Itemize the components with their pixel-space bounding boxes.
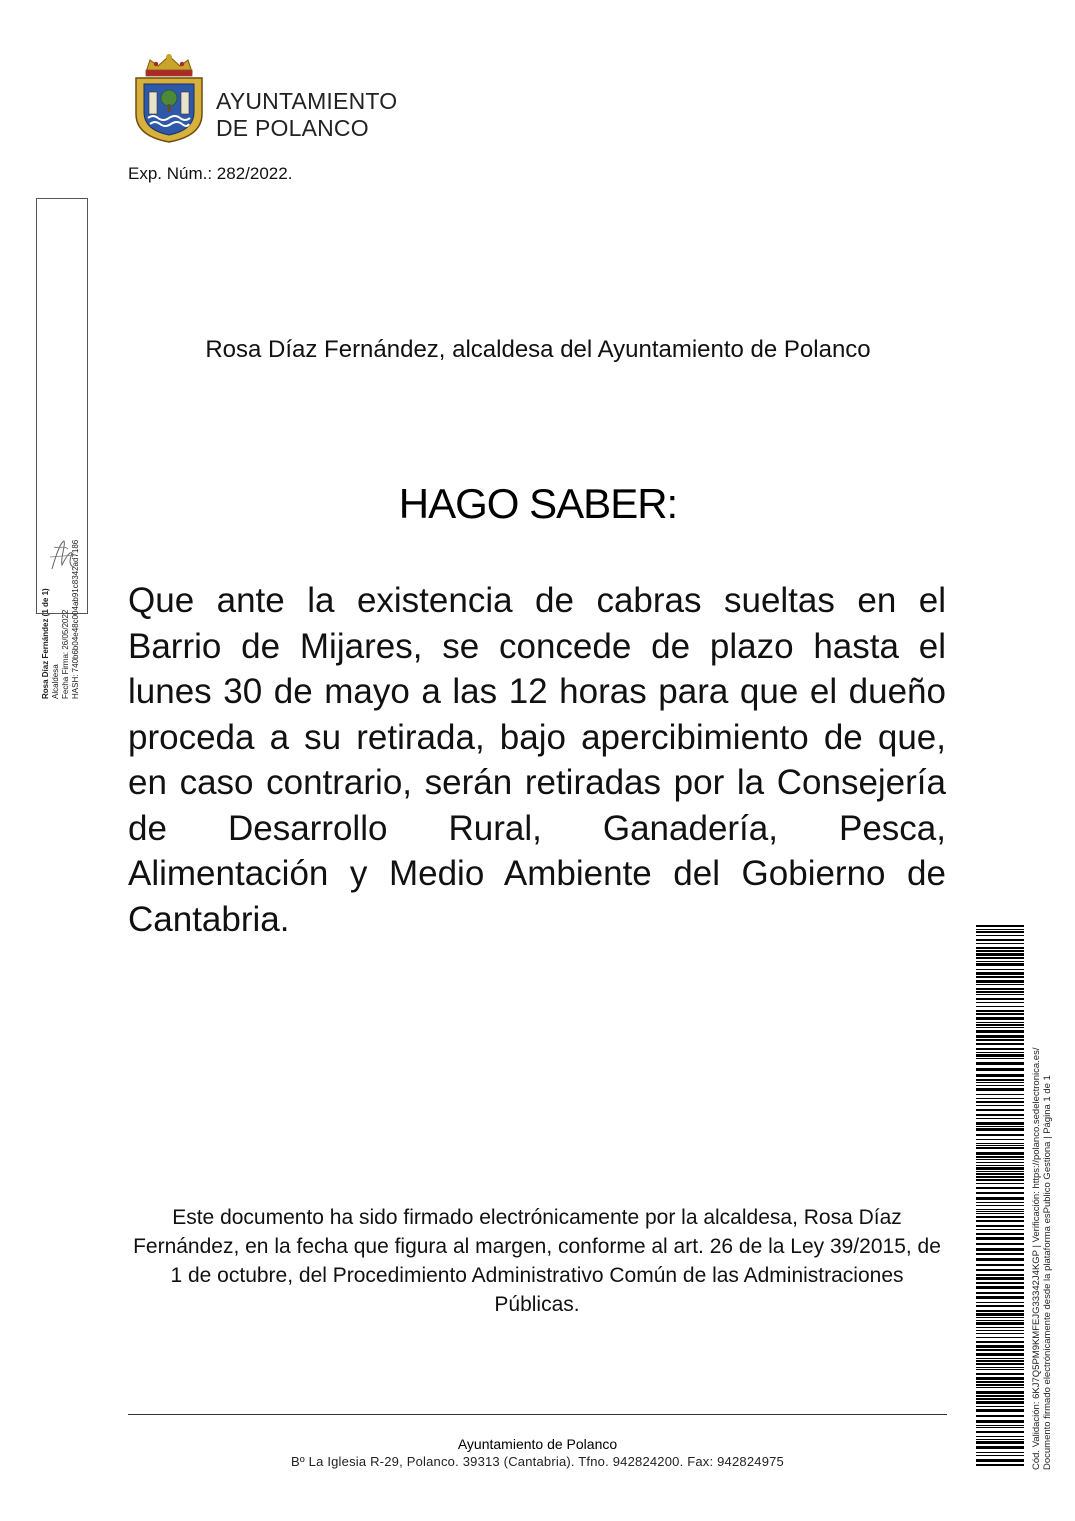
barcode-bar	[976, 1035, 1024, 1038]
announcement-body: Que ante la existencia de cabras sueltas en el Barrio de Mijares, se concede de plazo hasta el lunes 30 de mayo a las 12 horas para que el dueño proceda a su retirada, bajo apercibimiento de que, en caso contrario, serán retiradas por la Consejería de Desarrollo Rural, Ganadería, Pesca, Alimentación y Medio Ambiente del Gobierno de Cantabria.	[128, 581, 946, 939]
organization-name-line2: DE POLANCO	[216, 115, 369, 141]
barcode-bar	[976, 1436, 1024, 1437]
barcode-bar	[976, 1330, 1024, 1331]
barcode-bar	[976, 1360, 1024, 1362]
barcode-bar	[976, 943, 1024, 944]
handwritten-signature-icon	[46, 535, 80, 575]
barcode-bar	[976, 1384, 1024, 1386]
barcode-bar	[976, 1431, 1024, 1433]
barcode-bar	[976, 1345, 1024, 1348]
barcode-bar	[976, 991, 1024, 993]
barcode-bar	[976, 980, 1024, 983]
footer-divider	[128, 1414, 947, 1415]
barcode-bar	[976, 1220, 1024, 1222]
barcode-bar	[976, 1211, 1024, 1212]
barcode-bar	[976, 947, 1024, 949]
barcode-bar	[976, 1152, 1024, 1155]
barcode-bar	[976, 1128, 1024, 1131]
barcode-bar	[976, 1446, 1024, 1449]
footer-address: Bº La Iglesia R-29, Polanco. 39313 (Cantabria). Tfno. 942824200. Fax: 942824975	[291, 1454, 784, 1469]
barcode-bar	[976, 1006, 1024, 1007]
barcode-bar	[976, 1459, 1024, 1462]
footer-organization: Ayuntamiento de Polanco	[457, 1436, 618, 1452]
barcode-bar	[976, 1253, 1024, 1255]
barcode-bar	[976, 1156, 1024, 1158]
barcode-bar	[976, 1183, 1024, 1184]
barcode-bar	[976, 1277, 1024, 1280]
barcode-bar	[976, 1358, 1024, 1359]
barcode-bar	[976, 1109, 1024, 1111]
barcode-bar	[976, 1197, 1024, 1200]
barcode-bar	[976, 1377, 1024, 1380]
barcode-bar	[976, 1058, 1024, 1059]
barcode-bar	[976, 976, 1024, 978]
barcode-bar	[976, 957, 1024, 959]
barcode-bar	[976, 1243, 1024, 1245]
barcode-bar	[976, 1406, 1024, 1407]
barcode-bar	[976, 1373, 1024, 1375]
barcode-bar	[976, 1427, 1024, 1428]
barcode-bar	[976, 1159, 1024, 1160]
barcode-bar	[976, 1391, 1024, 1394]
barcode-bar	[976, 950, 1024, 952]
barcode-icon	[976, 925, 1024, 1468]
barcode-bar	[976, 935, 1024, 936]
barcode-bar	[976, 1337, 1024, 1338]
barcode-bar	[976, 1101, 1024, 1103]
barcode-bar	[976, 1258, 1024, 1261]
verification-line1: Cód. Validación: 6KJ7Q5PM9KMFEJG33342J4KGP | Verificación: https://polanco.sedelectronica.es/	[1031, 1047, 1042, 1470]
barcode-bar	[976, 1464, 1024, 1466]
barcode-bar	[976, 1369, 1024, 1370]
barcode-bar	[976, 1229, 1024, 1230]
barcode-bar	[976, 1062, 1024, 1065]
barcode-bar	[976, 1173, 1024, 1175]
electronic-signature-note: Este documento ha sido firmado electrónicamente por la alcaldesa, Rosa Díaz Fernández, en la fecha que figura al margen, conforme al art. 26 de la Ley 39/2015, de 1 de octubre, del Procedimiento Administrativo Común de las Administraciones Públicas.	[133, 1206, 941, 1316]
barcode-bar	[976, 1269, 1024, 1271]
barcode-bar	[976, 1452, 1024, 1453]
barcode-bar	[976, 1302, 1024, 1303]
barcode-bar	[976, 931, 1024, 933]
barcode-bar	[976, 925, 1024, 927]
barcode-bar	[976, 1317, 1024, 1318]
barcode-bar	[976, 1401, 1024, 1404]
barcode-bar	[976, 1039, 1024, 1041]
barcode-bar	[976, 1171, 1024, 1172]
verification-line2: Documento firmado electrónicamente desde la plataforma esPublico Gestiona | Página 1 de 1	[1042, 1075, 1053, 1470]
barcode-bar	[976, 1167, 1024, 1170]
barcode-bar	[976, 1264, 1024, 1266]
barcode-bar	[976, 1225, 1024, 1227]
signature-date: Fecha Firma: 26/05/2022	[61, 609, 70, 699]
barcode-bar	[976, 1027, 1024, 1028]
barcode-bar	[976, 1367, 1024, 1368]
page-title: HAGO SABER:	[398, 480, 678, 527]
barcode-bar	[976, 1205, 1024, 1206]
barcode-bar	[976, 1134, 1024, 1136]
barcode-bar	[976, 1213, 1024, 1214]
barcode-bar	[976, 1098, 1024, 1099]
barcode-bar	[976, 1068, 1024, 1071]
barcode-bar	[976, 1333, 1024, 1334]
barcode-bar	[976, 1048, 1024, 1050]
barcode-bar	[976, 1455, 1024, 1456]
barcode-bar	[976, 1030, 1024, 1033]
barcode-bar	[976, 1052, 1024, 1053]
barcode-bar	[976, 1145, 1024, 1146]
barcode-bar	[976, 972, 1024, 975]
barcode-bar	[976, 998, 1024, 1000]
barcode-bar	[976, 1415, 1024, 1417]
signature-name: Rosa Díaz Fernández (1 de 1)	[41, 588, 50, 699]
barcode-bar	[976, 1441, 1024, 1444]
barcode-bar	[976, 1363, 1024, 1365]
barcode-bar	[976, 1313, 1024, 1316]
barcode-bar	[976, 939, 1024, 941]
barcode-bar	[976, 988, 1024, 990]
barcode-bar	[976, 1327, 1024, 1328]
signature-role: Alcaldesa	[51, 664, 60, 699]
barcode-bar	[976, 1248, 1024, 1251]
barcode-bar	[976, 1085, 1024, 1086]
signature-box	[36, 198, 88, 699]
barcode-bar	[976, 1420, 1024, 1423]
barcode-bar	[976, 1187, 1024, 1189]
barcode-bar	[976, 1192, 1024, 1194]
barcode-bar	[976, 1216, 1024, 1218]
barcode-bar	[976, 1043, 1024, 1045]
barcode-bar	[976, 1286, 1024, 1289]
barcode-bar	[976, 963, 1024, 966]
barcode-bar	[976, 1395, 1024, 1397]
barcode-bar	[976, 1409, 1024, 1412]
barcode-bar	[976, 1002, 1024, 1003]
barcode-bar	[976, 1176, 1024, 1178]
barcode-bar	[976, 969, 1024, 970]
barcode-bar	[976, 1439, 1024, 1440]
barcode-bar	[976, 1126, 1024, 1127]
verification-text	[1031, 970, 1053, 1470]
barcode-bar	[976, 1310, 1024, 1312]
signature-hash: HASH: 740b6b04e48c004ab91c8342ad7186	[71, 539, 80, 699]
barcode-bar	[976, 1398, 1024, 1400]
barcode-bar	[976, 1322, 1024, 1325]
barcode-bar	[976, 1139, 1024, 1140]
organization-name-line1: AYUNTAMIENTO	[216, 88, 398, 114]
barcode-bar	[976, 1074, 1024, 1077]
barcode-bar	[976, 1143, 1024, 1144]
barcode-bar	[976, 1425, 1024, 1426]
expediente-number: Exp. Núm.: 282/2022.	[128, 164, 293, 183]
barcode-bar	[976, 1082, 1024, 1083]
mayor-line: Rosa Díaz Fernández, alcaldesa del Ayuntamiento de Polanco	[205, 336, 871, 363]
barcode-bar	[976, 1114, 1024, 1116]
coat-of-arms-icon	[132, 52, 206, 144]
barcode-bar	[976, 1118, 1024, 1119]
barcode-bar	[976, 1237, 1024, 1240]
barcode-bar	[976, 984, 1024, 985]
barcode-bar	[976, 1054, 1024, 1057]
barcode-bar	[976, 1079, 1024, 1081]
barcode-bar	[976, 1341, 1024, 1343]
barcode-bar	[976, 1381, 1024, 1383]
barcode-bar	[976, 1209, 1024, 1210]
barcode-bar	[976, 1022, 1024, 1023]
barcode-bar	[976, 1179, 1024, 1181]
barcode-bar	[976, 1088, 1024, 1091]
barcode-bar	[976, 1320, 1024, 1321]
barcode-bar	[976, 1105, 1024, 1106]
barcode-bar	[976, 1147, 1024, 1149]
barcode-bar	[976, 994, 1024, 995]
barcode-bar	[976, 1296, 1024, 1299]
barcode-bar	[976, 1282, 1024, 1284]
barcode-bar	[976, 1387, 1024, 1388]
barcode-bar	[976, 1162, 1024, 1163]
barcode-bar	[976, 1024, 1024, 1026]
organization-name	[216, 88, 397, 142]
barcode-bar	[976, 1274, 1024, 1276]
barcode-bar	[976, 1010, 1024, 1012]
barcode-bar	[976, 1122, 1024, 1125]
barcode-bar	[976, 1305, 1024, 1307]
barcode-bar	[976, 961, 1024, 962]
barcode-bar	[976, 953, 1024, 956]
barcode-bar	[976, 1094, 1024, 1095]
barcode-bar	[976, 1013, 1024, 1015]
barcode-bar	[976, 929, 1024, 930]
barcode-bar	[976, 1233, 1024, 1235]
barcode-bar	[976, 1353, 1024, 1356]
barcode-bar	[976, 1165, 1024, 1166]
barcode-bar	[976, 1202, 1024, 1203]
barcode-bar	[976, 1017, 1024, 1020]
barcode-bar	[976, 1349, 1024, 1351]
barcode-bar	[976, 1292, 1024, 1294]
